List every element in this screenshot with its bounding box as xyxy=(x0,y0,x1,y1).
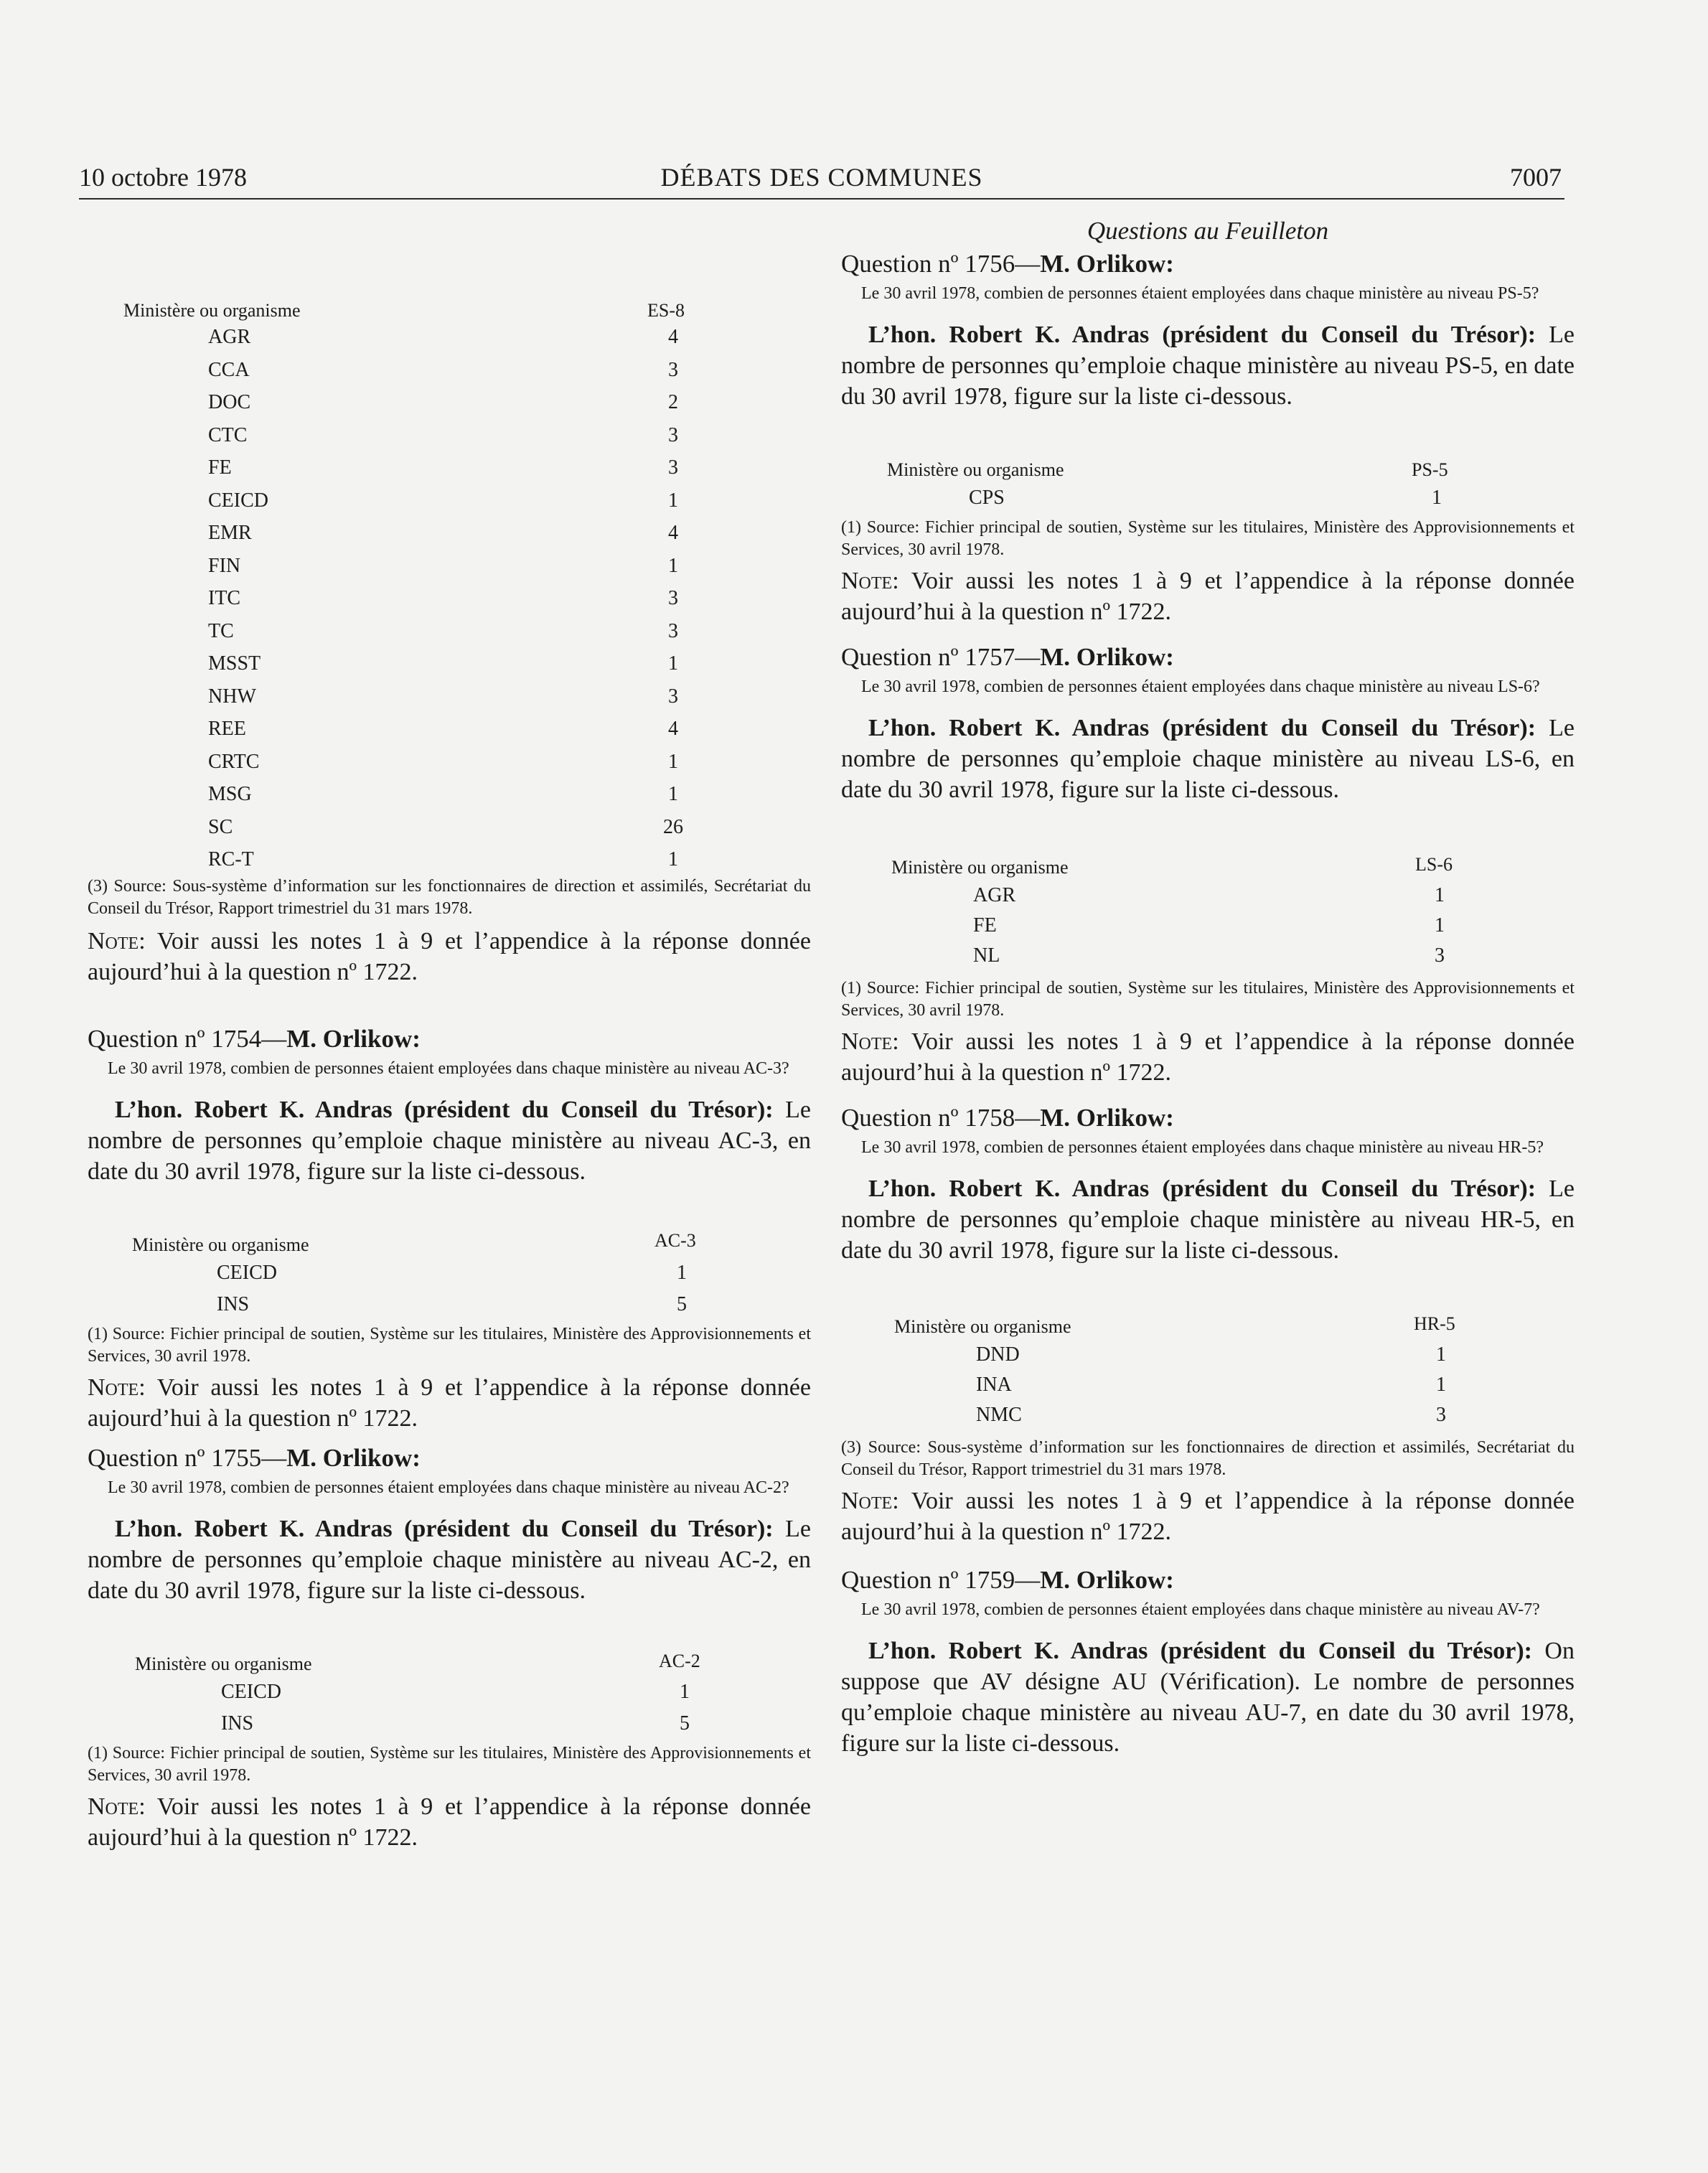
footnote-1755: (1) Source: Fichier principal de soutien, Système sur les titulaires, Ministère des Approvisionnements et Services, 30 avril 1978. xyxy=(88,1744,811,1785)
table-header-level: LS-6 xyxy=(1415,854,1453,875)
question-author: M. Orlikow: xyxy=(286,1025,421,1053)
answer-text: Le nombre de personnes qu’emploie chaque ministère au niveau LS-6, en date du 30 avril 1978, figure sur la liste ci-dessous. xyxy=(841,715,1575,803)
table-cell-org: CTC xyxy=(208,423,248,446)
table-cell-org: MSG xyxy=(208,783,252,805)
left-column xyxy=(88,208,811,1853)
answer-text: Le nombre de personnes qu’emploie chaque ministère au niveau HR-5, en date du 30 avril 1978, figure sur la liste ci-dessous. xyxy=(841,1175,1575,1264)
table-cell-value: 4 xyxy=(668,522,678,544)
note-text: Voir aussi les notes 1 à 9 et l’appendice à la réponse donnée aujourd’hui à la question nº 1722. xyxy=(841,1488,1575,1545)
answer-text: Le nombre de personnes qu’emploie chaque ministère au niveau AC-2, en date du 30 avril 1978, figure sur la liste ci-dessous. xyxy=(88,1516,811,1604)
table-cell-value: 5 xyxy=(680,1712,690,1735)
note-1754 xyxy=(88,1372,811,1434)
question-1755-heading xyxy=(88,1444,811,1473)
table-cell-org: CEICD xyxy=(221,1681,281,1703)
question-1754-heading xyxy=(88,1025,811,1053)
table-cell-org: INS xyxy=(217,1293,250,1315)
table-cell-value: 1 xyxy=(677,1262,687,1284)
table-cell-org: EMR xyxy=(208,522,252,544)
answer-speaker: L’hon. Robert K. Andras (président du Conseil du Trésor): xyxy=(868,1175,1536,1202)
table-cell-org: DND xyxy=(976,1343,1020,1366)
answer-speaker: L’hon. Robert K. Andras (président du Conseil du Trésor): xyxy=(115,1516,774,1542)
table-cell-value: 1 xyxy=(1432,487,1442,509)
question-1754-text: Le 30 avril 1978, combien de personnes étaient employées dans chaque ministère au niveau AC-3? xyxy=(108,1059,789,1078)
note-label: Note: xyxy=(88,1374,146,1401)
note-text: Voir aussi les notes 1 à 9 et l’appendice à la réponse donnée aujourd’hui à la question nº 1722. xyxy=(88,1793,811,1851)
question-1759-text: Le 30 avril 1978, combien de personnes étaient employées dans chaque ministère au niveau AV-7? xyxy=(861,1600,1540,1619)
table-header-org: Ministère ou organisme xyxy=(135,1653,312,1674)
answer-1759 xyxy=(841,1635,1575,1759)
header-date: 10 octobre 1978 xyxy=(79,163,247,192)
table-cell-value: 2 xyxy=(668,391,678,413)
table-cell-org: CEICD xyxy=(208,489,268,512)
table-cell-org: REE xyxy=(208,718,246,740)
table-header-level: ES-8 xyxy=(647,300,685,321)
question-author: M. Orlikow: xyxy=(1040,643,1174,671)
answer-speaker: L’hon. Robert K. Andras (président du Conseil du Trésor): xyxy=(868,715,1536,741)
table-cell-value: 1 xyxy=(668,554,678,577)
table-cell-org: RC-T xyxy=(208,848,254,870)
table-cell-org: FE xyxy=(973,914,997,937)
question-author: M. Orlikow: xyxy=(1040,1104,1174,1132)
table-cell-value: 4 xyxy=(668,326,678,348)
note-label: Note: xyxy=(841,568,899,594)
table-cell-org: TC xyxy=(208,619,234,642)
answer-1758 xyxy=(841,1173,1575,1266)
page-header xyxy=(79,161,1564,200)
note-text: Voir aussi les notes 1 à 9 et l’appendice à la réponse donnée aujourd’hui à la question nº 1722. xyxy=(88,1374,811,1432)
question-1755-text: Le 30 avril 1978, combien de personnes étaient employées dans chaque ministère au niveau AC-2? xyxy=(108,1478,789,1497)
table-cell-value: 1 xyxy=(668,652,678,675)
note-label: Note: xyxy=(88,1793,146,1820)
question-1757-heading xyxy=(841,643,1575,672)
note-text: Voir aussi les notes 1 à 9 et l’appendice à la réponse donnée aujourd’hui à la question nº 1722. xyxy=(841,568,1575,625)
table-header-level: AC-3 xyxy=(654,1230,696,1251)
answer-text: Le nombre de personnes qu’emploie chaque ministère au niveau AC-3, en date du 30 avril 1978, figure sur la liste ci-dessous. xyxy=(88,1097,811,1185)
question-1757-text: Le 30 avril 1978, combien de personnes étaient employées dans chaque ministère au niveau LS-6? xyxy=(861,677,1540,696)
table-cell-org: FE xyxy=(208,456,232,479)
question-author: M. Orlikow: xyxy=(1040,250,1174,278)
note-1755 xyxy=(88,1791,811,1853)
table-cell-value: 1 xyxy=(680,1681,690,1703)
table-cell-org: NMC xyxy=(976,1404,1022,1426)
table-cell-org: MSST xyxy=(208,652,261,675)
table-ps5 xyxy=(841,459,1575,517)
table-ac2 xyxy=(88,1653,811,1742)
table-cell-value: 1 xyxy=(1436,1374,1446,1396)
table-cell-value: 3 xyxy=(668,587,678,609)
note-label: Note: xyxy=(841,1028,899,1055)
question-number: Question nº 1754— xyxy=(88,1025,287,1053)
question-number: Question nº 1758— xyxy=(841,1104,1041,1132)
question-number: Question nº 1757— xyxy=(841,643,1041,671)
table-cell-org: INS xyxy=(221,1712,254,1735)
note-label: Note: xyxy=(88,928,146,954)
table-hr5 xyxy=(841,1313,1575,1437)
table-header-level: PS-5 xyxy=(1412,459,1448,480)
question-1758-heading xyxy=(841,1104,1575,1132)
note-label: Note: xyxy=(841,1488,899,1514)
table-cell-org: ITC xyxy=(208,587,241,609)
header-title: DÉBATS DES COMMUNES xyxy=(660,163,983,192)
table-cell-value: 1 xyxy=(668,750,678,773)
table-cell-value: 3 xyxy=(668,456,678,479)
table-header-org: Ministère ou organisme xyxy=(894,1316,1071,1337)
table-cell-value: 26 xyxy=(663,815,683,838)
note-text: Voir aussi les notes 1 à 9 et l’appendice à la réponse donnée aujourd’hui à la question nº 1722. xyxy=(841,1028,1575,1086)
answer-text: On suppose que AV désigne AU (Vérification). Le nombre de personnes qu’emploie chaque ministère au niveau AU-7, en date du 30 avril 1978, figure sur la liste ci-dessous. xyxy=(841,1638,1575,1757)
table-cell-value: 3 xyxy=(1435,944,1445,967)
table-cell-value: 1 xyxy=(1435,914,1445,937)
answer-speaker: L’hon. Robert K. Andras (président du Conseil du Trésor): xyxy=(868,1638,1532,1664)
section-title: Questions au Feuilleton xyxy=(1087,217,1329,245)
table-cell-org: AGR xyxy=(208,326,251,348)
table-cell-value: 3 xyxy=(668,685,678,708)
table-header-level: HR-5 xyxy=(1414,1313,1455,1334)
table-es8 xyxy=(88,300,811,876)
table-header-org: Ministère ou organisme xyxy=(123,300,301,321)
table-cell-value: 1 xyxy=(1436,1343,1446,1366)
question-number: Question nº 1759— xyxy=(841,1566,1041,1594)
table-cell-org: CEICD xyxy=(217,1262,277,1284)
footnote-1758: (3) Source: Sous-système d’information sur les fonctionnaires de direction et assimilés, Secrétariat du Conseil du Trésor, Rapport trimestriel du 31 mars 1978. xyxy=(841,1438,1575,1479)
table-cell-org: CRTC xyxy=(208,750,260,773)
answer-1755 xyxy=(88,1513,811,1606)
note-text: Voir aussi les notes 1 à 9 et l’appendice à la réponse donnée aujourd’hui à la question nº 1722. xyxy=(88,928,811,985)
header-page-number: 7007 xyxy=(1510,163,1562,192)
table-cell-org: NHW xyxy=(208,685,256,708)
table-cell-org: DOC xyxy=(208,391,251,413)
table-header-org: Ministère ou organisme xyxy=(887,459,1064,480)
note-1758 xyxy=(841,1486,1575,1547)
table-cell-org: SC xyxy=(208,815,233,838)
table-ac3 xyxy=(88,1230,811,1323)
table-cell-org: NL xyxy=(973,944,1000,967)
table-cell-value: 3 xyxy=(1436,1404,1446,1426)
answer-speaker: L’hon. Robert K. Andras (président du Conseil du Trésor): xyxy=(868,322,1536,348)
table-cell-org: CCA xyxy=(208,358,250,381)
table-cell-org: INA xyxy=(976,1374,1012,1396)
answer-1757 xyxy=(841,713,1575,805)
table-cell-org: FIN xyxy=(208,554,241,577)
table-cell-value: 1 xyxy=(668,848,678,870)
footnote-1757: (1) Source: Fichier principal de soutien, Système sur les titulaires, Ministère des Approvisionnements et Services, 30 avril 1978. xyxy=(841,979,1575,1020)
question-author: M. Orlikow: xyxy=(286,1444,421,1472)
answer-speaker: L’hon. Robert K. Andras (président du Conseil du Trésor): xyxy=(115,1097,774,1123)
table-cell-value: 3 xyxy=(668,358,678,381)
table-cell-value: 1 xyxy=(1435,884,1445,906)
answer-1754 xyxy=(88,1094,811,1187)
table-cell-org: CPS xyxy=(969,487,1005,509)
question-number: Question nº 1755— xyxy=(88,1444,287,1472)
table-cell-value: 5 xyxy=(677,1293,687,1315)
table-cell-value: 3 xyxy=(668,423,678,446)
table-header-org: Ministère ou organisme xyxy=(891,857,1069,878)
answer-1756 xyxy=(841,319,1575,412)
question-author: M. Orlikow: xyxy=(1040,1566,1174,1594)
table-cell-value: 1 xyxy=(668,489,678,512)
note-1757 xyxy=(841,1026,1575,1088)
note-1756 xyxy=(841,565,1575,627)
note-es8 xyxy=(88,926,811,987)
answer-text: Le nombre de personnes qu’emploie chaque ministère au niveau PS-5, en date du 30 avril 1978, figure sur la liste ci-dessous. xyxy=(841,322,1575,410)
footnote-1754: (1) Source: Fichier principal de soutien, Système sur les titulaires, Ministère des Approvisionnements et Services, 30 avril 1978. xyxy=(88,1325,811,1366)
table-header-level: AC-2 xyxy=(659,1651,700,1671)
question-1759-heading xyxy=(841,1566,1575,1595)
question-1756-heading xyxy=(841,250,1575,278)
footnote-es8: (3) Source: Sous-système d’information sur les fonctionnaires de direction et assimilés, Secrétariat du Conseil du Trésor, Rapport trimestriel du 31 mars 1978. xyxy=(88,877,811,918)
footnote-1756: (1) Source: Fichier principal de soutien, Système sur les titulaires, Ministère des Approvisionnements et Services, 30 avril 1978. xyxy=(841,518,1575,559)
question-number: Question nº 1756— xyxy=(841,250,1041,278)
table-cell-value: 1 xyxy=(668,783,678,805)
table-ls6 xyxy=(841,854,1575,977)
table-cell-value: 4 xyxy=(668,718,678,740)
table-cell-value: 3 xyxy=(668,619,678,642)
table-cell-org: AGR xyxy=(973,884,1016,906)
question-1758-text: Le 30 avril 1978, combien de personnes étaient employées dans chaque ministère au niveau HR-5? xyxy=(861,1138,1544,1157)
right-column xyxy=(841,208,1575,1759)
table-header-org: Ministère ou organisme xyxy=(132,1234,309,1255)
question-1756-text: Le 30 avril 1978, combien de personnes étaient employées dans chaque ministère au niveau PS-5? xyxy=(861,284,1539,303)
